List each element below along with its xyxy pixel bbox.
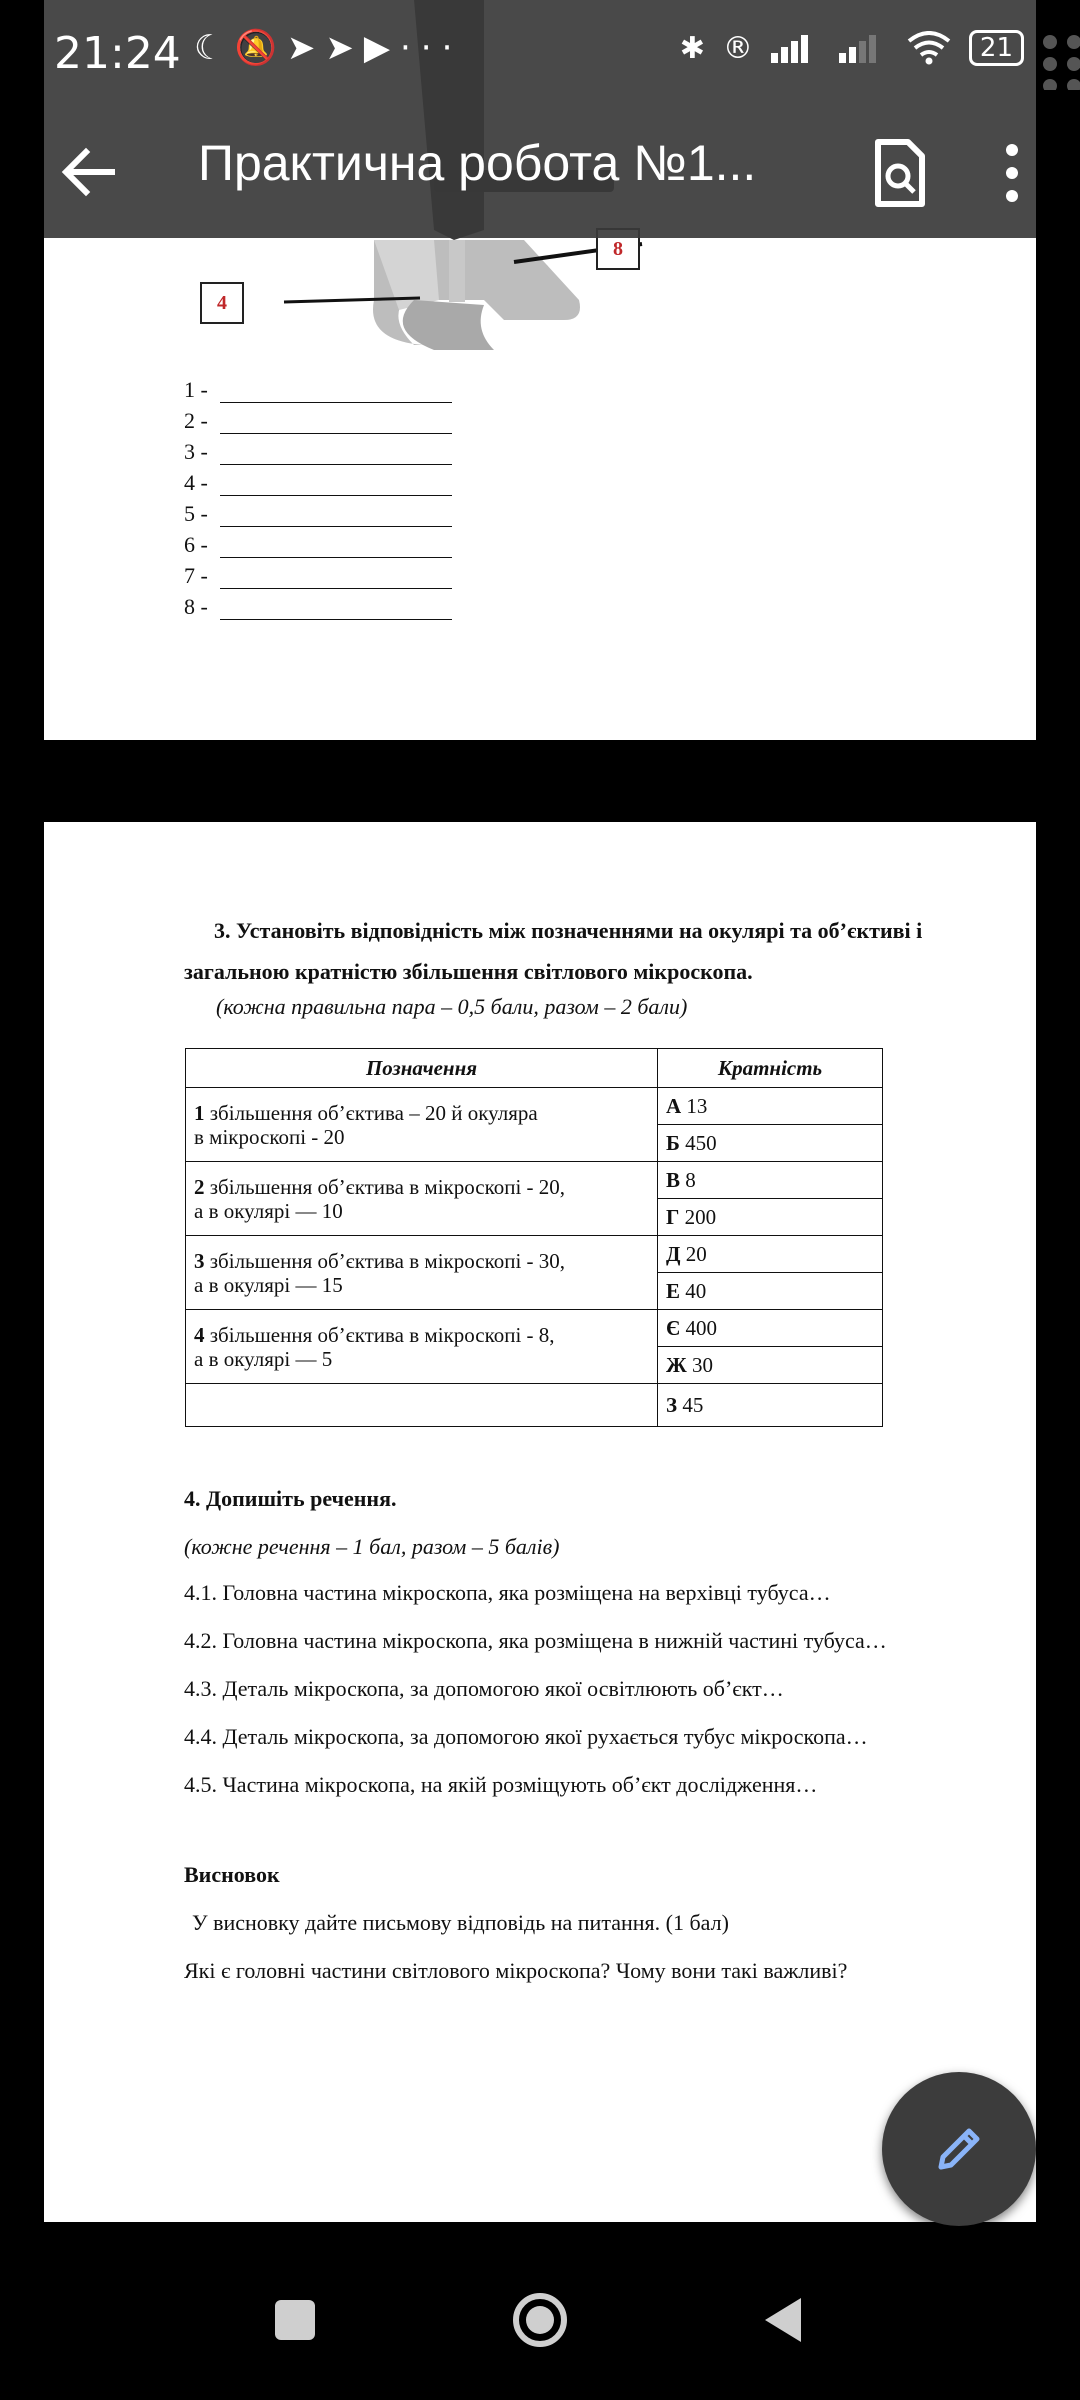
- task4-item: 4.1. Головна частина мікроскопа, яка розміщена на верхівці тубуса…: [184, 1580, 831, 1605]
- status-bar: [44, 0, 1036, 110]
- app-bar: [44, 110, 1036, 238]
- search-in-document-icon[interactable]: [854, 128, 944, 218]
- table-row: З 45: [186, 1384, 883, 1427]
- back-icon[interactable]: [745, 2280, 825, 2360]
- home-icon[interactable]: [500, 2280, 580, 2360]
- battery-indicator: 21: [969, 30, 1024, 66]
- diagram-label-4: 4: [200, 282, 244, 324]
- recent-apps-icon[interactable]: [255, 2280, 335, 2360]
- task4-item: 4.4. Деталь мікроскопа, за допомогою якої рухається тубус мікроскопа…: [184, 1724, 868, 1749]
- table-row: Г 200: [186, 1199, 883, 1236]
- bell-off-icon: 🔕: [234, 28, 287, 68]
- task4-title: 4. Допишіть речення.: [184, 1486, 397, 1511]
- table-row: Ж 30: [186, 1347, 883, 1384]
- notification-icons: [194, 28, 462, 68]
- moon-icon: ☾: [194, 28, 235, 68]
- signal-icon: [839, 33, 889, 63]
- grid-dots-icon: [1036, 30, 1080, 90]
- answer-line: 2 -: [184, 403, 452, 434]
- answer-line: 6 -: [184, 527, 452, 558]
- status-time: 21:24: [54, 28, 181, 79]
- table-row: Б 450: [186, 1125, 883, 1162]
- matching-table: [185, 1048, 883, 1427]
- table-row: 4 збільшення об’єктива в мікроскопі - 8, а в окулярі — 5 Є 400: [186, 1310, 883, 1347]
- task3-note: (кожна правильна пара – 0,5 бали, разом – 2 бали): [216, 994, 688, 1019]
- status-right-icons: [680, 30, 1024, 66]
- telegram-icon: ➤: [286, 28, 326, 68]
- answer-line: 7 -: [184, 558, 452, 589]
- answer-line: 8 -: [184, 589, 452, 620]
- answer-line: 4 -: [184, 465, 452, 496]
- task3-title: 3. Установіть відповідність між позначеннями на окулярі та об’єктиві і загальною кратністю збільшення світлового мікроскопа.: [184, 918, 923, 984]
- table-row: 1 збільшення об’єктива – 20 й окуляра в мікроскопі - 20 А 13: [186, 1088, 883, 1125]
- table-header-designation: Позначення: [186, 1049, 658, 1088]
- task4-item: 4.2. Головна частина мікроскопа, яка розміщена в нижній частині тубуса…: [184, 1628, 887, 1653]
- back-arrow-icon[interactable]: [50, 132, 130, 212]
- document-title: Практична робота №1...: [198, 135, 757, 191]
- document-page-2: [44, 822, 1036, 2222]
- task4-item: 4.3. Деталь мікроскопа, за допомогою якої освітлюють об’єкт…: [184, 1676, 784, 1701]
- table-row: 3 збільшення об’єктива в мікроскопі - 30, а в окулярі — 15 Д 20: [186, 1236, 883, 1273]
- conclusion-instruction: У висновку дайте письмову відповідь на питання. (1 бал): [192, 1910, 729, 1935]
- table-row: Е 40: [186, 1273, 883, 1310]
- answer-line: 1 -: [184, 372, 452, 403]
- more-options-icon[interactable]: [992, 128, 1032, 218]
- table-header-magnification: Кратність: [658, 1049, 883, 1088]
- conclusion-title: Висновок: [184, 1862, 280, 1887]
- more-dots-icon: ···: [399, 28, 463, 68]
- task4-item: 4.5. Частина мікроскопа, на якій розміщують об’єкт дослідження…: [184, 1772, 818, 1797]
- wifi-icon: [907, 31, 951, 65]
- youtube-icon: ▶: [363, 28, 400, 68]
- answer-line: 3 -: [184, 434, 452, 465]
- edit-fab-button[interactable]: [882, 2072, 1036, 2226]
- pencil-icon: [929, 2119, 989, 2179]
- navigation-bar: [0, 2240, 1080, 2400]
- registered-icon: ®: [722, 30, 753, 66]
- answer-line: 5 -: [184, 496, 452, 527]
- table-row: 2 збільшення об’єктива в мікроскопі - 20, а в окулярі — 10 В 8: [186, 1162, 883, 1199]
- telegram-icon: ➤: [325, 28, 364, 68]
- answer-lines: [184, 372, 452, 620]
- task4-note: (кожне речення – 1 бал, разом – 5 балів): [184, 1534, 560, 1559]
- bluetooth-icon: ✱: [679, 30, 705, 66]
- conclusion-question: Які є головні частини світлового мікроскопа? Чому вони такі важливі?: [184, 1958, 848, 1983]
- diagram-label-8: 8: [596, 228, 640, 270]
- signal-icon: [771, 33, 821, 63]
